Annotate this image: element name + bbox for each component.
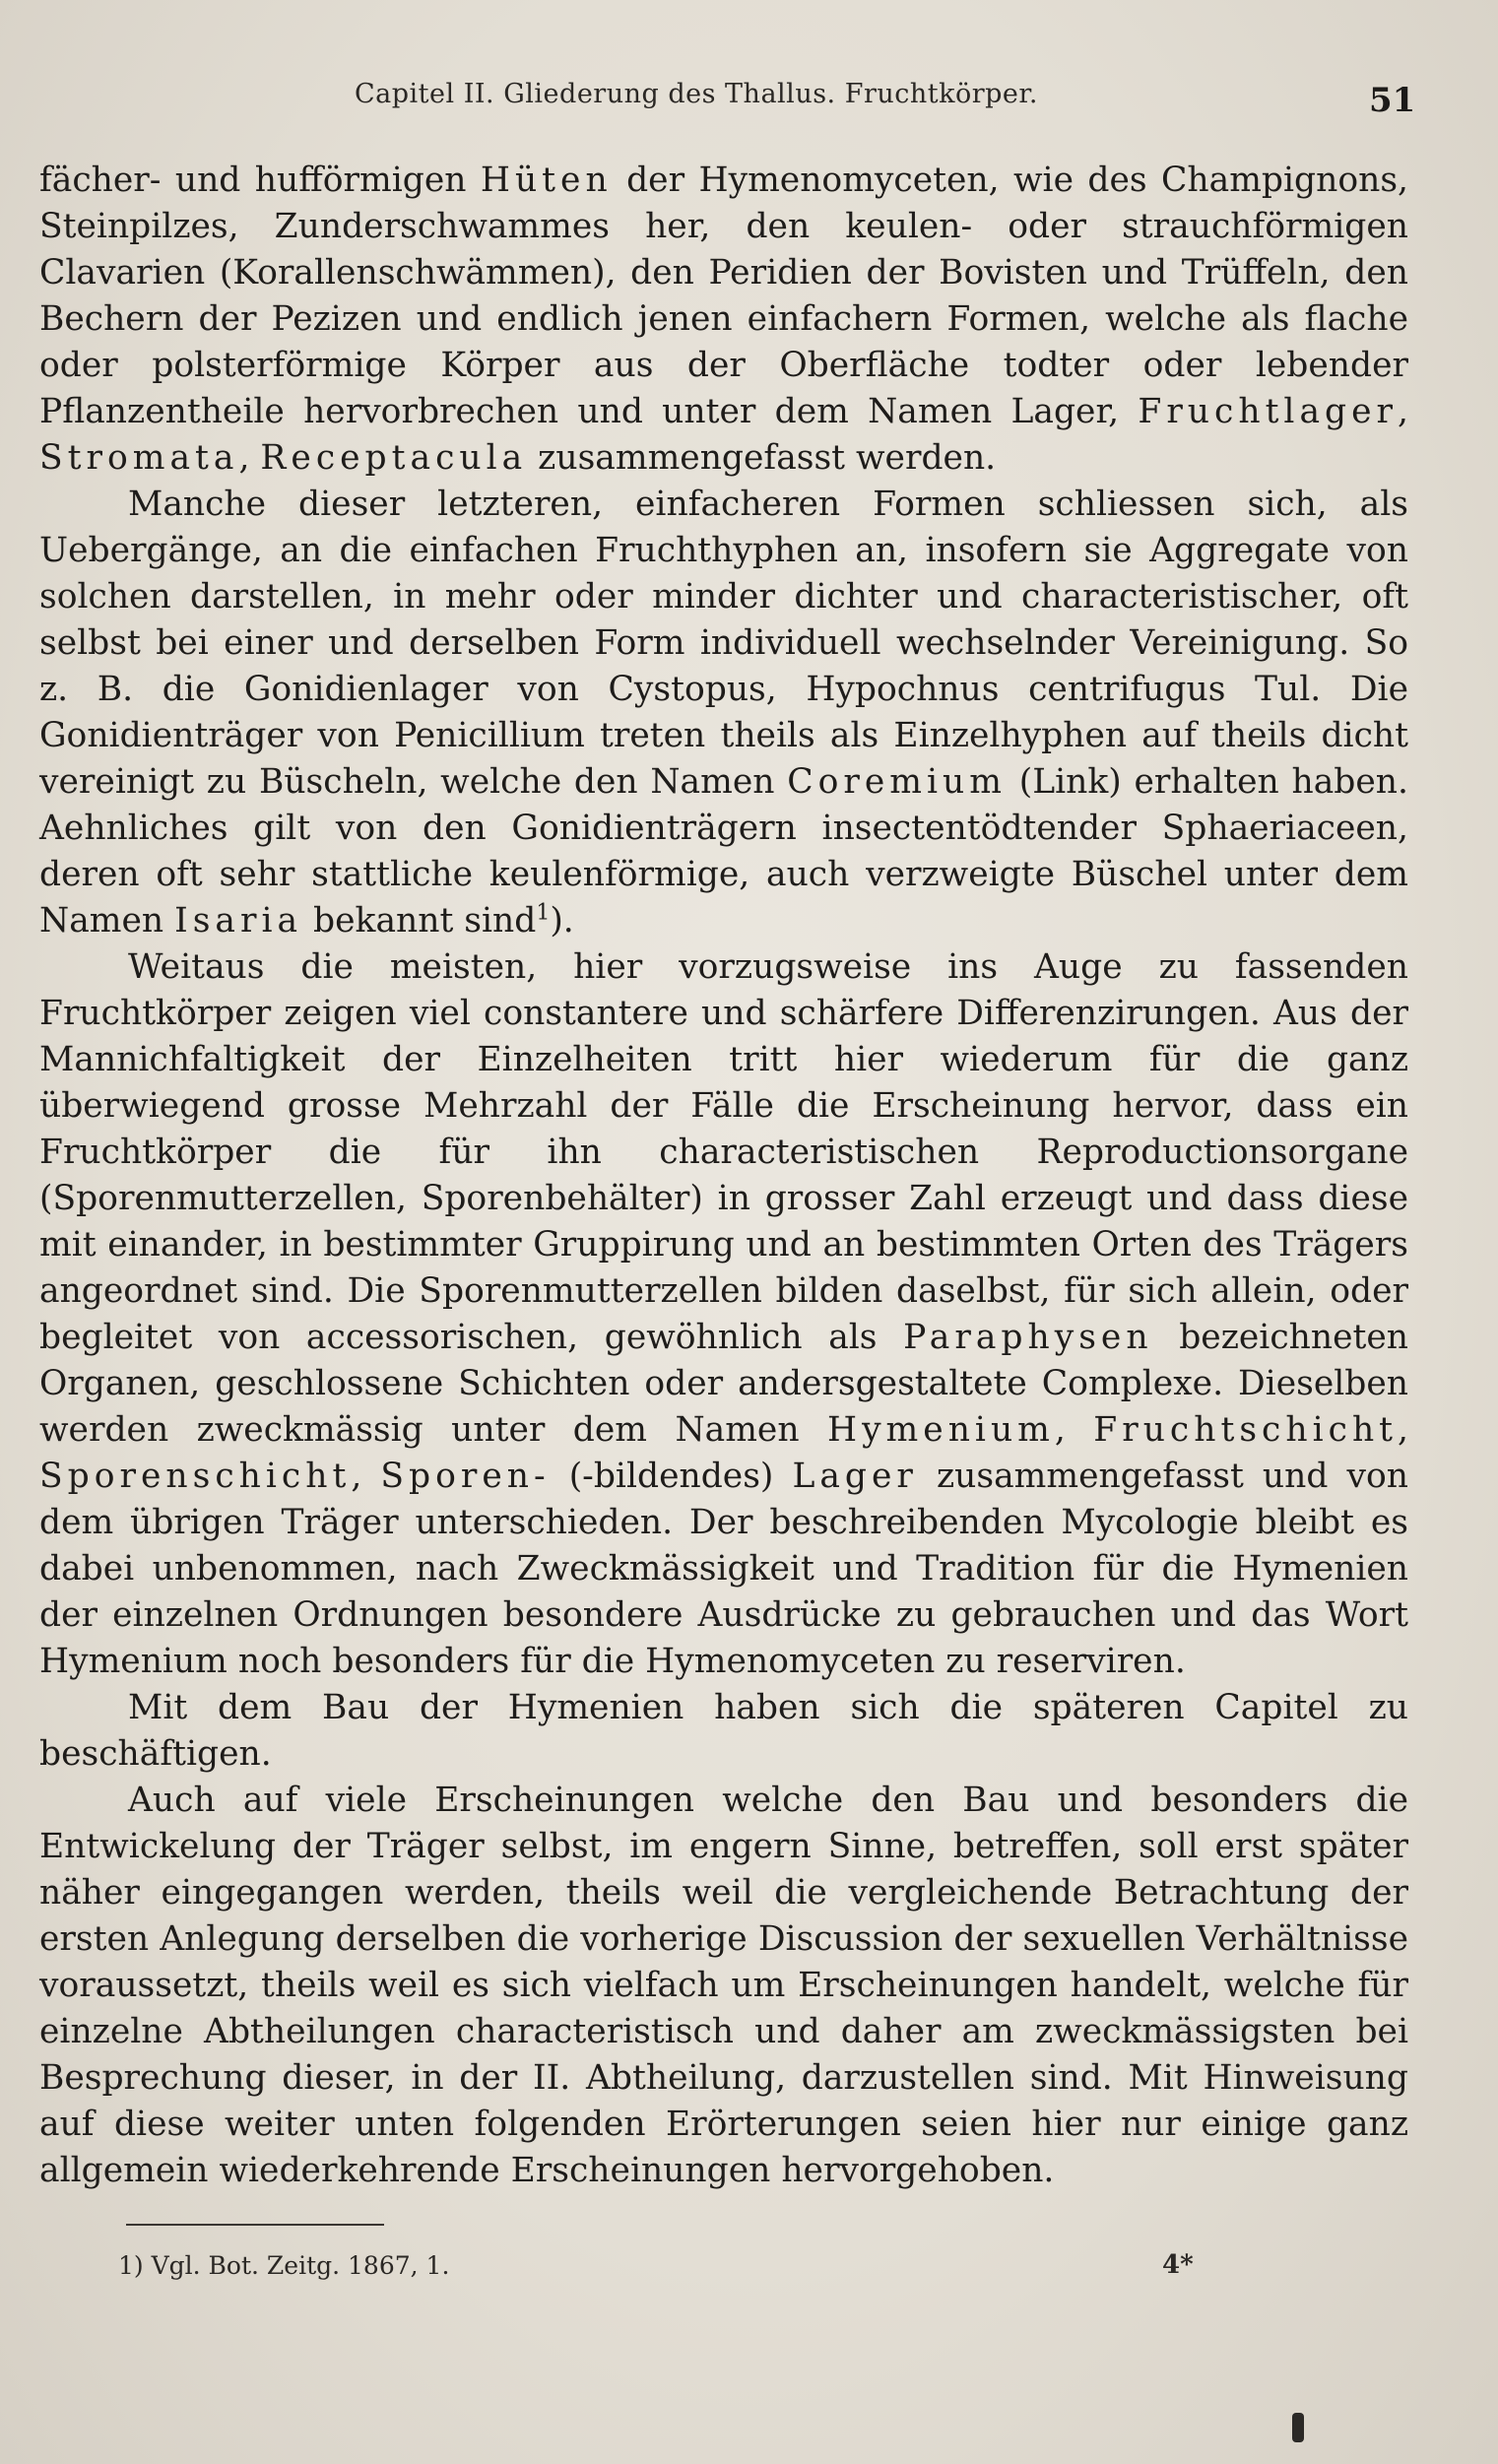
text-run: (Link) erhalten haben. Aehnliches gilt von den Gonidienträgern insectentödtender Sphaeriaceen, deren oft sehr stattliche keulenförmige, auch verzweigte Büschel unter dem Namen — [39, 762, 1408, 940]
text-run: bezeichneten Organen, geschlossene Schichten oder andersgestaltete Complexe. Dieselben werden zweckmässig unter dem Namen — [39, 1318, 1409, 1450]
spaced-term: Stromata — [39, 438, 239, 478]
paragraph — [39, 1685, 1408, 1778]
spaced-term: Fruchtlager — [1138, 392, 1399, 431]
ink-blot — [1292, 2413, 1304, 2442]
text-run: , — [351, 1457, 381, 1496]
spaced-term: Coremium — [787, 762, 1007, 802]
spaced-term: Fruchtschicht — [1093, 1410, 1399, 1450]
text-run: fächer- und hufförmigen — [39, 161, 481, 200]
text-run: zusammengefasst werden. — [527, 438, 997, 478]
footnote-divider — [126, 2224, 384, 2226]
signature-mark: 4* — [1162, 2250, 1194, 2280]
body-text — [39, 158, 1408, 2194]
paragraph — [39, 158, 1408, 482]
paragraph — [39, 944, 1408, 1685]
text-run: der Hymenomyceten, wie des Champignons, Steinpilzes, Zunderschwammes her, den keulen- oder strauchförmigen Clavarien (Korallenschwämmen), den Peridien der Bovisten und Trüffeln, den Bechern der Pezizen und endlich jenen einfachern Formen, welche als flache oder polsterförmige Körper aus der Oberfläche todter oder lebender Pflanzentheile hervorbrechen und unter dem Namen Lager, — [39, 161, 1408, 431]
text-run: , — [1398, 392, 1408, 431]
paragraph — [39, 482, 1408, 944]
spaced-term: Receptacula — [260, 438, 528, 478]
text-run: , — [1054, 1410, 1094, 1450]
text-run: Mit dem Bau der Hymenien haben sich die späteren Capitel zu beschäftigen. — [39, 1688, 1408, 1774]
running-head — [0, 79, 1498, 118]
text-run: , — [238, 438, 261, 478]
running-title: Capitel II. Gliederung des Thallus. Fruchtkörper. — [355, 79, 1038, 109]
text-run: Manche dieser letzteren, einfacheren Formen schliessen sich, als Uebergänge, an die einfachen Fruchthyphen an, insofern sie Aggregate von solchen darstellen, in mehr oder minder dichter und characteristischer, oft selbst bei einer und derselben Form individuell wechselnder Vereinigung. So z. B. die Gonidienlager von Cystopus, Hypochnus centrifugus Tul. Die Gonidienträger von Penicillium treten theils als Einzelhyphen auf theils dicht vereinigt zu Büscheln, welche den Namen — [39, 485, 1408, 802]
page-number: 51 — [1369, 81, 1416, 120]
text-run: Weitaus die meisten, hier vorzugsweise ins Auge zu fassenden Fruchtkörper zeigen viel constantere und schärfere Differenzirungen. Aus der Mannichfaltigkeit der Einzelheiten tritt hier wiederum für die ganz überwiegend grosse Mehrzahl der Fälle die Erscheinung hervor, dass ein Fruchtkörper die für ihn characteristischen Reproductionsorgane (Sporenmutterzellen, Sporenbehälter) in grosser Zahl erzeugt und dass diese mit einander, in bestimmter Gruppirung und an bestimmten Orten des Trägers angeordnet sind. Die Sporenmutterzellen bilden daselbst, für sich allein, oder begleitet von accessorischen, gewöhnlich als — [39, 947, 1408, 1357]
spaced-term: Isaria — [174, 901, 303, 940]
text-run: ). — [550, 901, 574, 940]
spaced-term: Hüten — [480, 161, 613, 200]
text-run: bekannt sind — [302, 901, 537, 940]
text-run: Auch auf viele Erscheinungen welche den Bau und besonders die Entwickelung der Träger selbst, im engern Sinne, betreffen, soll erst später näher eingegangen werden, theils weil die vergleichende Betrachtung der ersten Anlegung derselben die vorherige Discussion der sexuellen Verhältnisse voraussetzt, theils weil es sich vielfach um Erscheinungen handelt, welche für einzelne Abtheilungen characteristisch und daher am zweckmässigsten bei Besprechung dieser, in der II. Abtheilung, darzustellen sind. Mit Hinweisung auf diese weiter unten folgenden Erörterungen seien hier nur einige ganz allgemein wiederkehrende Erscheinungen hervorgehoben. — [39, 1781, 1408, 2190]
text-run: (-bildendes) — [550, 1457, 793, 1496]
spaced-term: Sporenschicht — [39, 1457, 352, 1496]
spaced-term: Sporen- — [380, 1457, 551, 1496]
spaced-term: Lager — [792, 1457, 918, 1496]
spaced-term: Paraphysen — [903, 1318, 1153, 1357]
footnote: 1) Vgl. Bot. Zeitg. 1867, 1. — [118, 2251, 450, 2280]
paragraph — [39, 1778, 1408, 2194]
spaced-term: Hymenium — [826, 1410, 1055, 1450]
footnote-reference: 1 — [536, 900, 551, 926]
text-run: zusammengefasst und von dem übrigen Träger unterschieden. Der beschreibenden Mycologie bleibt es dabei unbenommen, nach Zweckmässigkeit und Tradition für die Hymenien der einzelnen Ordnungen besondere Ausdrücke zu gebrauchen und das Wort Hymenium noch besonders für die Hymenomyceten zu reserviren. — [39, 1457, 1409, 1681]
text-run: , — [1398, 1410, 1408, 1450]
